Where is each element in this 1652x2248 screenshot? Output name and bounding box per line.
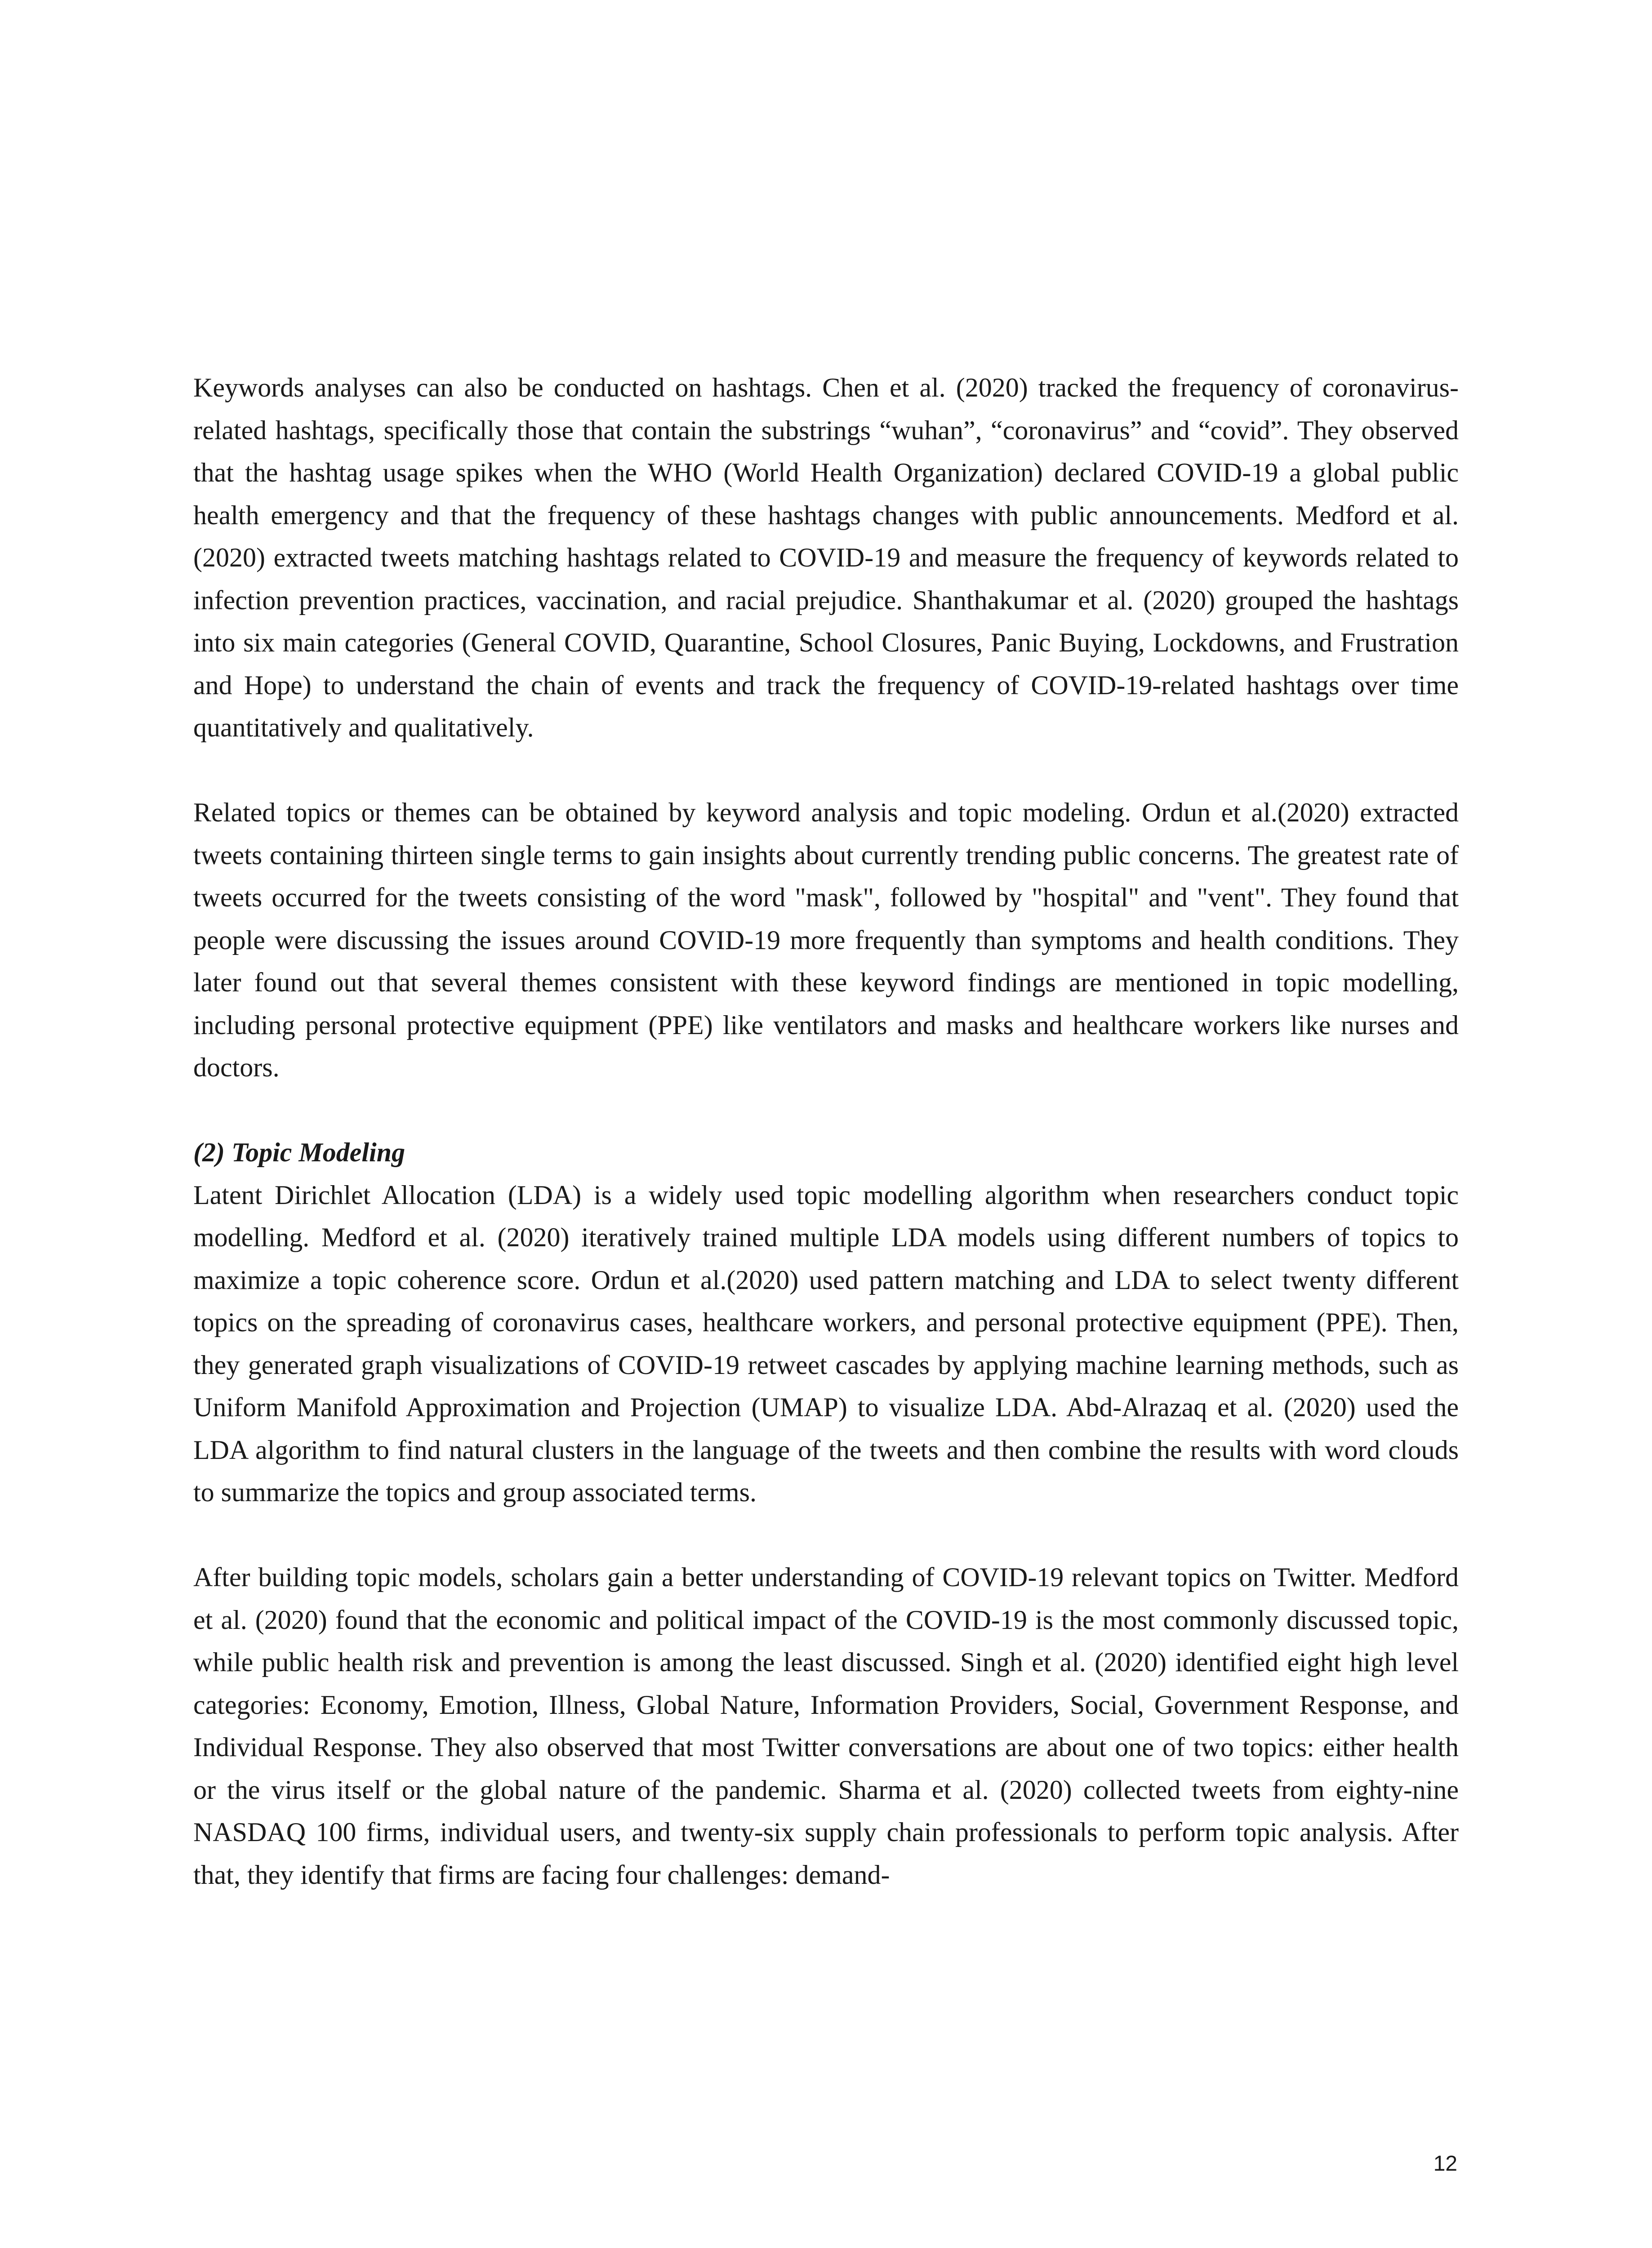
document-body bbox=[193, 366, 1459, 1896]
paragraph-hashtag-keyword-analysis: Keywords analyses can also be conducted on hashtags. Chen et al. (2020) tracked the frequency of coronavirus-related hashtags, specifically those that contain the substrings “wuhan”, “coronavirus” and “covid”. They observed that the hashtag usage spikes when the WHO (World Health Organization) declared COVID-19 a global public health emergency and that the frequency of these hashtags changes with public announcements. Medford et al. (2020) extracted tweets matching hashtags related to COVID-19 and measure the frequency of keywords related to infection prevention practices, vaccination, and racial prejudice. Shanthakumar et al. (2020) grouped the hashtags into six main categories (General COVID, Quarantine, School Closures, Panic Buying, Lockdowns, and Frustration and Hope) to understand the chain of events and track the frequency of COVID-19-related hashtags over time quantitatively and qualitatively. bbox=[193, 373, 1459, 742]
page-number: 12 bbox=[1433, 2152, 1457, 2176]
paragraph-related-topics: Related topics or themes can be obtained by keyword analysis and topic modeling. Ordun et al.(2020) extracted tweets containing thirteen single terms to gain insights about currently trending public concerns. The greatest rate of tweets occurred for the tweets consisting of the word "mask", followed by "hospital" and "vent". They found that people were discussing the issues around COVID-19 more frequently than symptoms and health conditions. They later found out that several themes consistent with these keyword findings are mentioned in topic modelling, including personal protective equipment (PPE) like ventilators and masks and healthcare workers like nurses and doctors. bbox=[193, 798, 1459, 1082]
paragraph-topic-model-findings: After building topic models, scholars gain a better understanding of COVID-19 relevant topics on Twitter. Medford et al. (2020) found that the economic and political impact of the COVID-19 is the most commonly discussed topic, while public health risk and prevention is among the least discussed. Singh et al. (2020) identified eight high level categories: Economy, Emotion, Illness, Global Nature, Information Providers, Social, Government Response, and Individual Response. They also observed that most Twitter conversations are about one of two topics: either health or the virus itself or the global nature of the pandemic. Sharma et al. (2020) collected tweets from eighty-nine NASDAQ 100 firms, individual users, and twenty-six supply chain professionals to perform topic analysis. After that, they identify that firms are facing four challenges: demand- bbox=[193, 1562, 1459, 1890]
paragraph-lda: Latent Dirichlet Allocation (LDA) is a widely used topic modelling algorithm when researchers conduct topic modelling. Medford et al. (2020) iteratively trained multiple LDA models using different numbers of topics to maximize a topic coherence score. Ordun et al.(2020) used pattern matching and LDA to select twenty different topics on the spreading of coronavirus cases, healthcare workers, and personal protective equipment (PPE). Then, they generated graph visualizations of COVID-19 retweet cascades by applying machine learning methods, such as Uniform Manifold Approximation and Projection (UMAP) to visualize LDA. Abd-Alrazaq et al. (2020) used the LDA algorithm to find natural clusters in the language of the tweets and then combine the results with word clouds to summarize the topics and group associated terms. bbox=[193, 1180, 1459, 1507]
section-heading-topic-modeling: (2) Topic Modeling bbox=[193, 1137, 405, 1167]
